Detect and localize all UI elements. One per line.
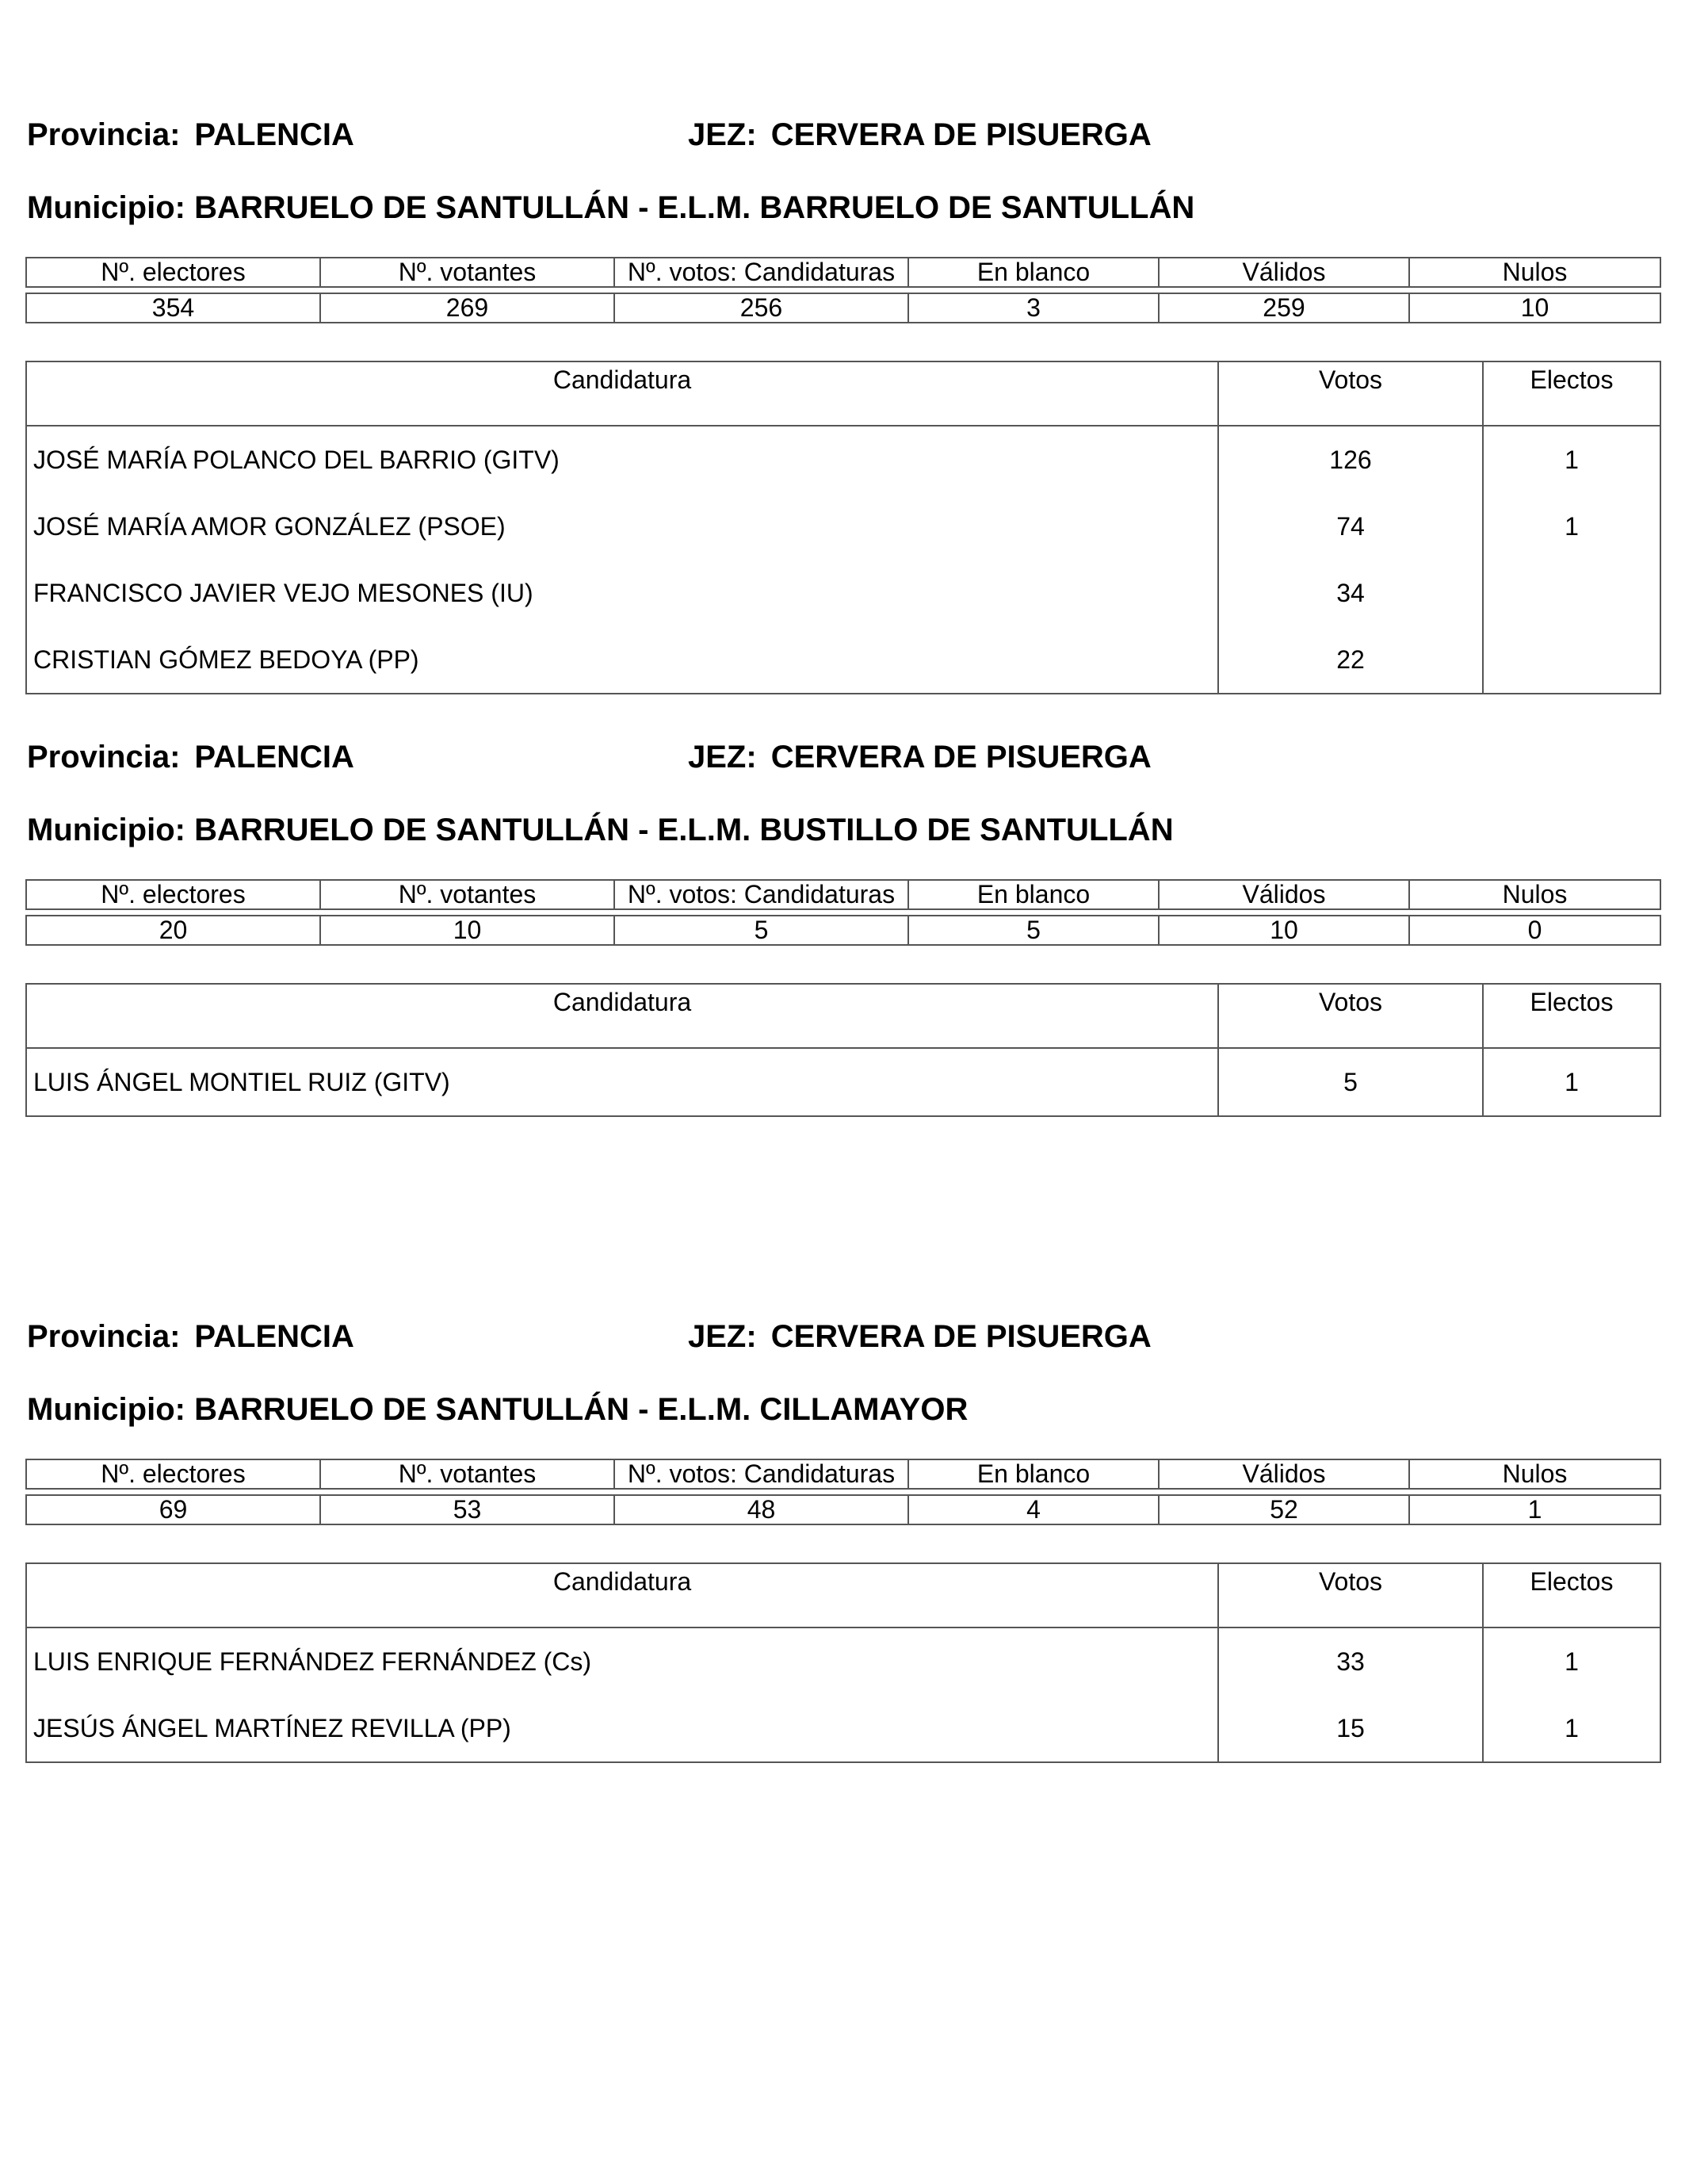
- provincia-label: Provincia:: [27, 1319, 181, 1354]
- stats-header: Nulos: [1409, 1459, 1660, 1489]
- stats-value: 3: [908, 293, 1159, 323]
- electos-header: Electos: [1483, 361, 1660, 426]
- candidate-name: JOSÉ MARÍA AMOR GONZÁLEZ (PSOE): [33, 511, 506, 541]
- candidate-row: [26, 493, 1660, 560]
- candidate-votes: 74: [1218, 493, 1483, 560]
- stats-value: 259: [1159, 293, 1409, 323]
- electos-header: Electos: [1483, 1563, 1660, 1627]
- candidate-votes: 5: [1218, 1048, 1483, 1116]
- municipio-line: [27, 184, 1194, 231]
- candidate-elected: [1483, 626, 1660, 694]
- jez-label: JEZ:: [688, 740, 757, 775]
- electos-header: Electos: [1483, 984, 1660, 1048]
- candidate-name: CRISTIAN GÓMEZ BEDOYA (PP): [33, 644, 419, 674]
- municipality-section: [25, 1313, 1660, 1742]
- candidate-name: LUIS ÁNGEL MONTIEL RUIZ (GITV): [33, 1067, 450, 1096]
- candidatura-header: Candidatura: [26, 984, 1218, 1048]
- stats-value: 69: [26, 1495, 320, 1524]
- stats-header: Válidos: [1159, 880, 1409, 909]
- stats-value: 354: [26, 293, 320, 323]
- stats-header-row: [26, 1459, 1660, 1489]
- votos-header: Votos: [1218, 984, 1483, 1048]
- votos-header: Votos: [1218, 361, 1483, 426]
- candidates-table: [25, 983, 1661, 1117]
- stats-header: Nº. votos: Candidaturas: [614, 258, 908, 287]
- province-line: [25, 111, 1660, 159]
- candidate-elected: 1: [1483, 493, 1660, 560]
- municipality-section: [25, 111, 1660, 674]
- stats-header: Nº. votantes: [320, 258, 614, 287]
- candidate-votes: 33: [1218, 1627, 1483, 1695]
- stats-header: En blanco: [908, 1459, 1159, 1489]
- candidates-header-row: [26, 984, 1660, 1048]
- jez-value: CERVERA DE PISUERGA: [770, 740, 1152, 775]
- candidate-name: JOSÉ MARÍA POLANCO DEL BARRIO (GITV): [33, 445, 560, 474]
- stats-header: Nº. votos: Candidaturas: [614, 1459, 908, 1489]
- candidate-votes: 15: [1218, 1695, 1483, 1762]
- stats-value: 4: [908, 1495, 1159, 1524]
- stats-value-row: [26, 293, 1660, 323]
- stats-header: Nº. electores: [26, 258, 320, 287]
- candidate-row: [26, 560, 1660, 626]
- candidate-name: LUIS ENRIQUE FERNÁNDEZ FERNÁNDEZ (Cs): [33, 1647, 592, 1676]
- candidate-elected: 1: [1483, 1048, 1660, 1116]
- municipio-value: BARRUELO DE SANTULLÁN - E.L.M. CILLAMAYOR: [194, 1392, 969, 1427]
- provincia-value: PALENCIA: [194, 117, 354, 152]
- municipio-line: [27, 806, 1174, 854]
- stats-value-row: [26, 1495, 1660, 1524]
- stats-value: 20: [26, 916, 320, 945]
- jez-label: JEZ:: [688, 117, 757, 152]
- stats-value-row: [26, 916, 1660, 945]
- candidate-name: FRANCISCO JAVIER VEJO MESONES (IU): [33, 578, 533, 607]
- candidate-row: [26, 1695, 1660, 1762]
- candidate-elected: [1483, 560, 1660, 626]
- candidate-row: [26, 626, 1660, 694]
- stats-value: 0: [1409, 916, 1660, 945]
- candidates-header-row: [26, 1563, 1660, 1627]
- stats-value: 5: [908, 916, 1159, 945]
- provincia-label: Provincia:: [27, 117, 181, 152]
- municipio-value: BARRUELO DE SANTULLÁN - E.L.M. BARRUELO DE SANTULLÁN: [194, 190, 1195, 225]
- provincia-value: PALENCIA: [194, 740, 354, 775]
- municipio-line: [27, 1386, 968, 1433]
- candidate-elected: 1: [1483, 426, 1660, 493]
- candidate-elected: 1: [1483, 1695, 1660, 1762]
- candidate-row: [26, 1627, 1660, 1695]
- stats-header: En blanco: [908, 258, 1159, 287]
- jez-label: JEZ:: [688, 1319, 757, 1354]
- stats-header: Nulos: [1409, 880, 1660, 909]
- candidate-name: JESÚS ÁNGEL MARTÍNEZ REVILLA (PP): [33, 1713, 511, 1742]
- municipality-section: [25, 733, 1660, 1096]
- stats-value: 10: [320, 916, 614, 945]
- stats-header-row: [26, 258, 1660, 287]
- province-line: [25, 1313, 1660, 1360]
- provincia-value: PALENCIA: [194, 1319, 354, 1354]
- stats-header: Válidos: [1159, 258, 1409, 287]
- stats-header: En blanco: [908, 880, 1159, 909]
- stats-value: 10: [1409, 293, 1660, 323]
- stats-value: 52: [1159, 1495, 1409, 1524]
- votos-header: Votos: [1218, 1563, 1483, 1627]
- stats-header: Válidos: [1159, 1459, 1409, 1489]
- stats-header: Nulos: [1409, 258, 1660, 287]
- candidate-elected: 1: [1483, 1627, 1660, 1695]
- stats-value: 48: [614, 1495, 908, 1524]
- candidatura-header: Candidatura: [26, 361, 1218, 426]
- stats-value: 53: [320, 1495, 614, 1524]
- stats-table: [25, 1459, 1661, 1525]
- stats-header: Nº. votantes: [320, 880, 614, 909]
- municipio-label: Municipio:: [27, 813, 185, 847]
- stats-value: 256: [614, 293, 908, 323]
- stats-header: Nº. electores: [26, 1459, 320, 1489]
- stats-header: Nº. electores: [26, 880, 320, 909]
- candidates-header-row: [26, 361, 1660, 426]
- jez-value: CERVERA DE PISUERGA: [770, 117, 1152, 152]
- stats-value: 5: [614, 916, 908, 945]
- candidate-votes: 22: [1218, 626, 1483, 694]
- stats-value: 269: [320, 293, 614, 323]
- stats-value: 10: [1159, 916, 1409, 945]
- stats-table: [25, 257, 1661, 323]
- candidate-votes: 34: [1218, 560, 1483, 626]
- municipio-value: BARRUELO DE SANTULLÁN - E.L.M. BUSTILLO DE SANTULLÁN: [194, 813, 1174, 847]
- candidates-table: [25, 361, 1661, 694]
- stats-table: [25, 879, 1661, 946]
- municipio-label: Municipio:: [27, 1392, 185, 1427]
- candidate-votes: 126: [1218, 426, 1483, 493]
- municipio-label: Municipio:: [27, 190, 185, 225]
- candidate-row: [26, 426, 1660, 493]
- candidatura-header: Candidatura: [26, 1563, 1218, 1627]
- candidates-table: [25, 1562, 1661, 1763]
- candidate-row: [26, 1048, 1660, 1116]
- stats-header: Nº. votantes: [320, 1459, 614, 1489]
- stats-value: 1: [1409, 1495, 1660, 1524]
- stats-header: Nº. votos: Candidaturas: [614, 880, 908, 909]
- province-line: [25, 733, 1660, 781]
- stats-header-row: [26, 880, 1660, 909]
- jez-value: CERVERA DE PISUERGA: [770, 1319, 1152, 1354]
- provincia-label: Provincia:: [27, 740, 181, 775]
